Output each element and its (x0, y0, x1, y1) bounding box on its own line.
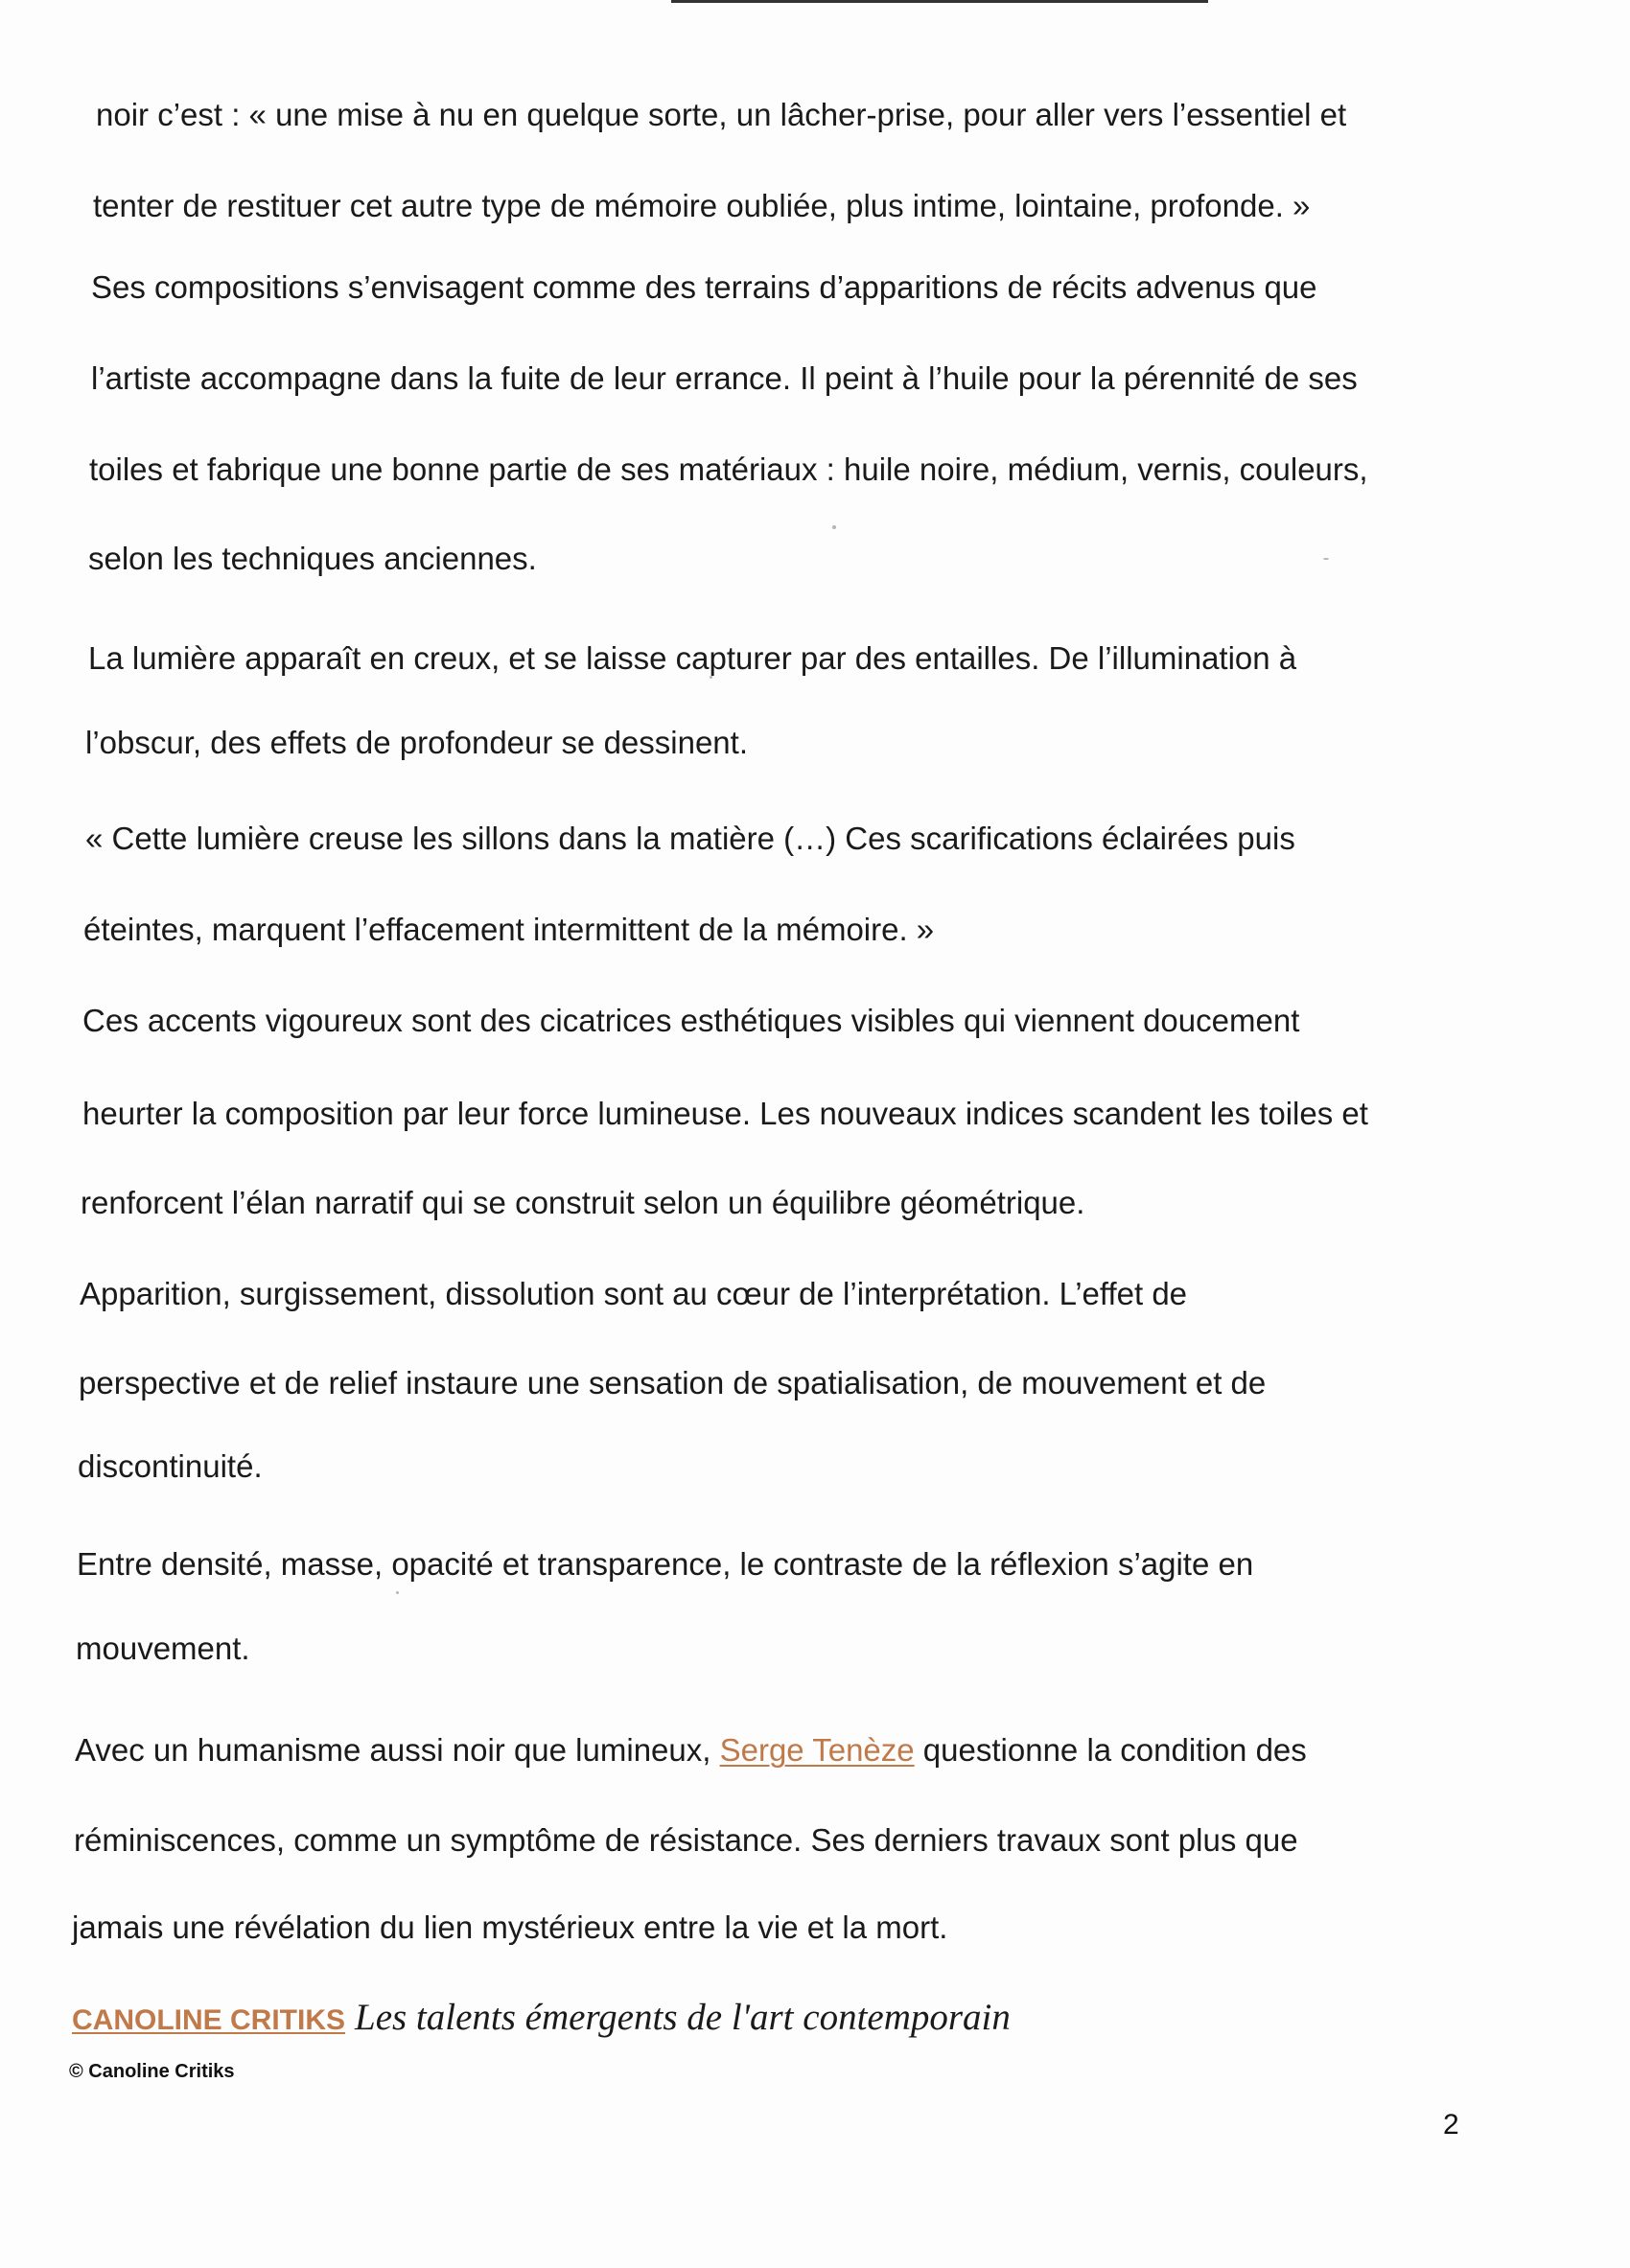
scan-speck (396, 1591, 399, 1594)
text-line: mouvement. (76, 1631, 250, 1666)
text-line: renforcent l’élan narratif qui se construit selon un équilibre géométrique. (81, 1185, 1085, 1220)
text-line: « Cette lumière creuse les sillons dans la matière (…) Ces scarifications éclairées puis (85, 821, 1295, 856)
page-number: 2 (1443, 2109, 1459, 2141)
artist-link[interactable]: Serge Tenèze (719, 1732, 915, 1768)
link-line-after: questionne la condition des (914, 1732, 1307, 1768)
text-line-with-link (75, 1731, 1307, 1770)
copyright-notice: © Canoline Critiks (69, 2061, 235, 2082)
text-line: perspective et de relief instaure une sensation de spatialisation, de mouvement et de (79, 1365, 1267, 1400)
text-line: toiles et fabrique une bonne partie de ses matériaux : huile noire, médium, vernis, couleurs, (89, 451, 1368, 487)
text-line: Ses compositions s’envisagent comme des terrains d’apparitions de récits advenus que (91, 269, 1317, 305)
brand-link[interactable]: CANOLINE CRITIKS (72, 2004, 345, 2036)
text-line: heurter la composition par leur force lumineuse. Les nouveaux indices scandent les toiles et (82, 1096, 1368, 1131)
text-line: Apparition, surgissement, dissolution sont au cœur de l’interprétation. L’effet de (80, 1276, 1188, 1311)
scan-speck (1323, 558, 1329, 560)
text-line: jamais une révélation du lien mystérieux entre la vie et la mort. (72, 1909, 948, 1945)
text-line: réminiscences, comme un symptôme de résistance. Ses derniers travaux sont plus que (74, 1822, 1298, 1858)
text-line: discontinuité. (78, 1448, 263, 1484)
text-line: noir c’est : « une mise à nu en quelque sorte, un lâcher-prise, pour aller vers l’essentiel et (96, 97, 1347, 132)
text-line: La lumière apparaît en creux, et se laisse capturer par des entailles. De l’illumination à (88, 640, 1297, 676)
footer-brand (72, 1996, 1011, 2039)
text-line: Entre densité, masse, opacité et transparence, le contraste de la réflexion s’agite en (77, 1546, 1254, 1582)
scan-speck (832, 525, 836, 529)
text-line: Ces accents vigoureux sont des cicatrices esthétiques visibles qui viennent doucement (82, 1003, 1300, 1038)
scan-edge-line (671, 0, 1208, 3)
link-line-before: Avec un humanisme aussi noir que lumineux, (75, 1732, 720, 1768)
text-line: selon les techniques anciennes. (88, 541, 537, 576)
scan-speck (710, 676, 712, 679)
text-line: éteintes, marquent l’effacement intermittent de la mémoire. » (83, 912, 935, 947)
text-line: l’artiste accompagne dans la fuite de leur errance. Il peint à l’huile pour la pérennité de ses (91, 360, 1358, 396)
brand-tagline: Les talents émergents de l'art contemporain (355, 1997, 1011, 2038)
text-line: tenter de restituer cet autre type de mémoire oubliée, plus intime, lointaine, profonde. » (93, 188, 1311, 223)
text-line: l’obscur, des effets de profondeur se dessinent. (85, 725, 749, 760)
